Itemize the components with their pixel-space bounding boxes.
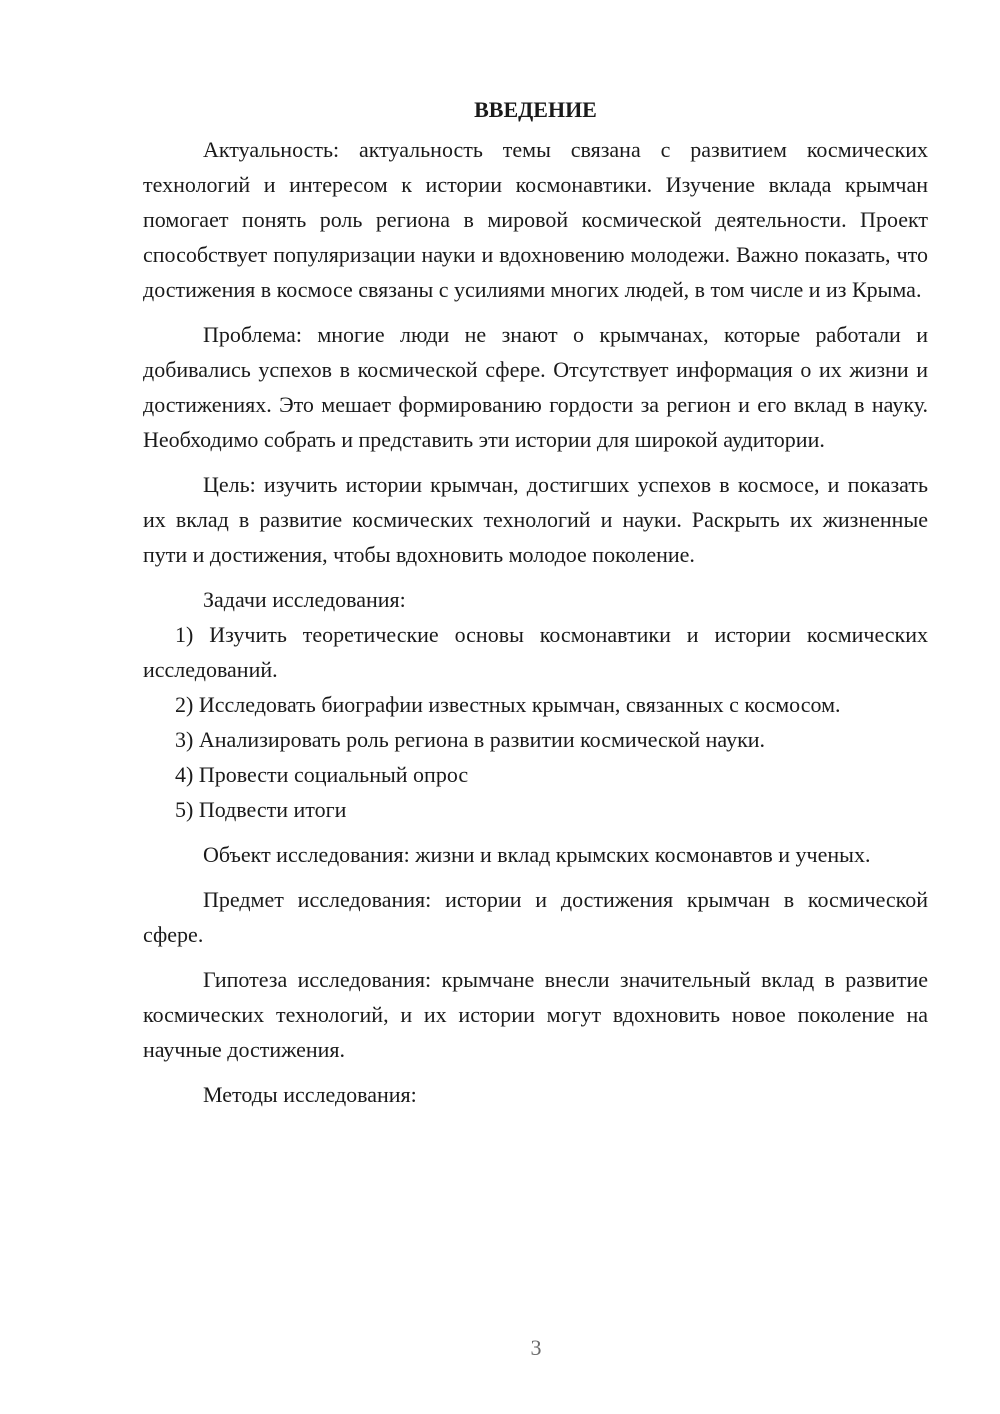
page-title: ВВЕДЕНИЕ	[474, 97, 597, 122]
paragraph-hypothesis: Гипотеза исследования: крымчане внесли значительный вклад в развитие космических технологий, и их истории могут вдохновить новое поколение на научные достижения.	[143, 967, 928, 1062]
task-item-5: 5) Подвести итоги	[175, 797, 347, 822]
tasks-heading: Задачи исследования:	[203, 587, 406, 612]
task-item-1: 1) Изучить теоретические основы космонавтики и истории космических исследований.	[143, 622, 928, 682]
page-number: 3	[530, 1335, 542, 1360]
task-item-4: 4) Провести социальный опрос	[175, 762, 469, 787]
paragraph-relevance: Актуальность: актуальность темы связана с развитием космических технологий и интересом к истории космонавтики. Изучение вклада крымчан помогает понять роль региона в мировой космической деятельности. Проект способствует популяризации науки и вдохновению молодежи. Важно показать, что достижения в космосе связаны с усилиями многих людей, в том числе и из Крыма.	[143, 137, 928, 302]
task-item-3: 3) Анализировать роль региона в развитии космической науки.	[175, 727, 766, 752]
paragraph-goal: Цель: изучить истории крымчан, достигших успехов в космосе, и показать их вклад в развитие космических технологий и науки. Раскрыть их жизненные пути и достижения, чтобы вдохновить молодое поколение.	[143, 472, 928, 567]
paragraph-subject: Предмет исследования: истории и достижения крымчан в космической сфере.	[143, 887, 928, 947]
paragraph-problem: Проблема: многие люди не знают о крымчанах, которые работали и добивались успехов в космической сфере. Отсутствует информация о их жизни и достижениях. Это мешает формированию гордости за регион и его вклад в науку. Необходимо собрать и представить эти истории для широкой аудитории.	[143, 322, 928, 452]
task-item-2: 2) Исследовать биографии известных крымчан, связанных с космосом.	[175, 692, 841, 717]
paragraph-object: Объект исследования: жизни и вклад крымских космонавтов и ученых.	[203, 842, 871, 867]
document-page	[143, 92, 928, 1112]
methods-heading: Методы исследования:	[203, 1082, 417, 1107]
